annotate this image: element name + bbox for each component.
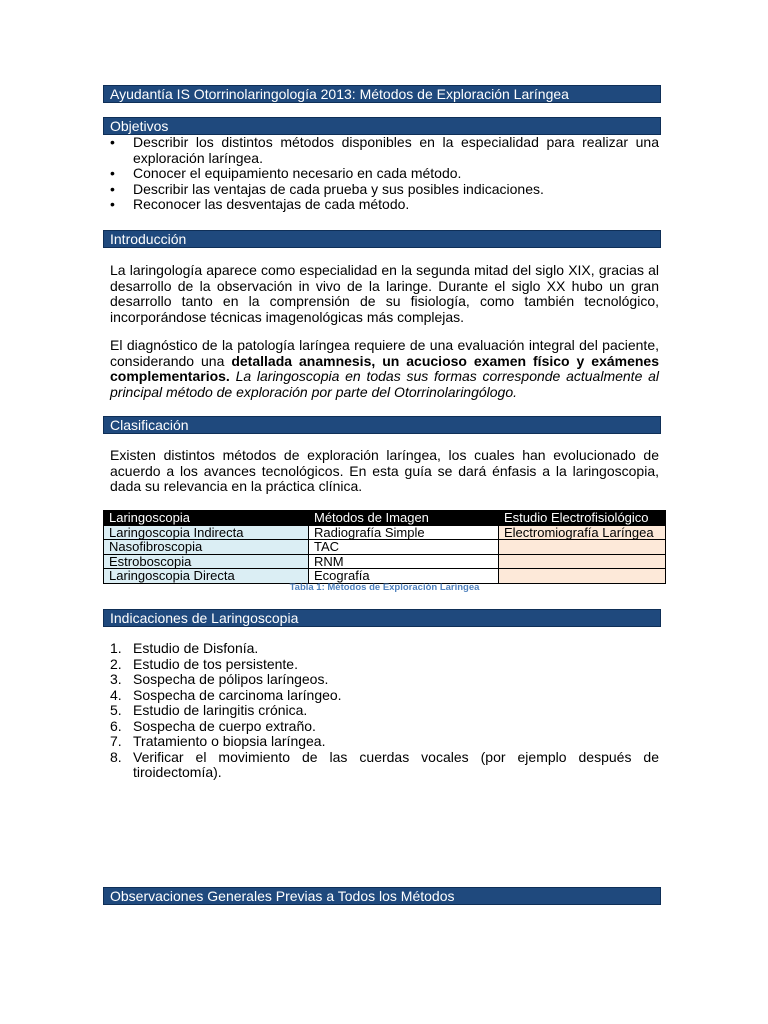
- intro-paragraph-2: El diagnóstico de la patología laríngea requiere de una evaluación integral del paciente, considerando una detallada anamnesis, un acucioso examen físico y exámenes complementarios. La laringoscopia en todas sus formas corresponde actualmente al principal método de exploración por parte del Otorrinolaringólogo.: [110, 337, 660, 400]
- list-item: 5. Estudio de laringitis crónica.: [110, 702, 308, 718]
- table-cell: [499, 569, 666, 584]
- list-item: 8. Verificar el movimiento de las cuerdas vocales (por ejemplo después de tiroidectomía).: [110, 748, 659, 780]
- section-heading-objetivos: Objetivos: [103, 117, 661, 135]
- intro-paragraph-1: La laringología aparece como especialidad en la segunda mitad del siglo XIX, gracias al desarrollo de la observación in vivo de la laringe. Durante el siglo XX hubo un gran desarrollo tanto en la comprensión de su fisiología, como también tecnológico, incorporándose técnicas imagenológicas más complejas.: [110, 262, 659, 325]
- column-header: Métodos de Imagen: [309, 511, 499, 526]
- indicaciones-list: [110, 641, 659, 781]
- bullet-icon: •: [110, 165, 115, 181]
- table-cell: Ecografía: [309, 569, 499, 584]
- table-row: [104, 554, 666, 569]
- table-row: [104, 540, 666, 555]
- list-item: 2. Estudio de tos persistente.: [110, 655, 298, 672]
- list-item: • Describir los distintos métodos disponibles en la especialidad para realizar una exploración laríngea.: [110, 134, 659, 166]
- list-item: 6. Sospecha de cuerpo extraño.: [110, 717, 316, 734]
- list-item: 3. Sospecha de pólipos laríngeos.: [110, 671, 329, 687]
- section-heading-introduccion: Introducción: [103, 230, 661, 248]
- bullet-icon: •: [110, 134, 115, 150]
- list-item: • Reconocer las desventajas de cada método.: [110, 196, 410, 212]
- list-item: • Describir las ventajas de cada prueba y sus posibles indicaciones.: [110, 180, 544, 197]
- table-row: [104, 525, 666, 540]
- methods-table: [103, 510, 666, 584]
- column-header: Laringoscopia: [104, 511, 309, 526]
- objetivos-list: [110, 135, 659, 213]
- table-caption: Tabla 1: Métodos de Exploración Laríngea: [289, 582, 480, 593]
- table-cell: [499, 540, 666, 555]
- table-cell: TAC: [309, 540, 499, 555]
- bullet-icon: •: [110, 196, 115, 212]
- list-item: 1. Estudio de Disfonía.: [110, 640, 259, 656]
- table-cell: Nasofibroscopia: [104, 540, 309, 555]
- list-item: • Conocer el equipamiento necesario en cada método.: [110, 165, 462, 181]
- table-header-row: [104, 511, 666, 526]
- table-cell: Estroboscopia: [104, 554, 309, 569]
- table-cell: Electromiografía Laríngea: [499, 525, 666, 540]
- list-item: 7. Tratamiento o biopsia laríngea.: [110, 733, 326, 749]
- table-row: [104, 569, 666, 584]
- list-item: 4. Sospecha de carcinoma laríngeo.: [110, 686, 342, 703]
- section-heading-observaciones: Observaciones Generales Previas a Todos los Métodos: [103, 887, 661, 905]
- column-header: Estudio Electrofisiológico: [499, 511, 666, 526]
- clasificacion-paragraph: Existen distintos métodos de exploración laríngea, los cuales han evolucionado de acuerdo a los avances tecnológicos. En esta guía se dará énfasis a la laringoscopia, dada su relevancia en la práctica clínica.: [110, 447, 659, 494]
- section-heading-clasificacion: Clasificación: [103, 416, 661, 434]
- bullet-icon: •: [110, 180, 115, 197]
- table-cell: Laringoscopia Directa: [104, 569, 309, 584]
- table-cell: RNM: [309, 554, 499, 569]
- section-heading-indicaciones: Indicaciones de Laringoscopia: [103, 609, 661, 627]
- document-title: Ayudantía IS Otorrinolaringología 2013: Métodos de Exploración Laríngea: [103, 85, 661, 103]
- table-cell: Laringoscopia Indirecta: [104, 525, 309, 540]
- table-cell: [499, 554, 666, 569]
- table-cell: Radiografía Simple: [309, 525, 499, 540]
